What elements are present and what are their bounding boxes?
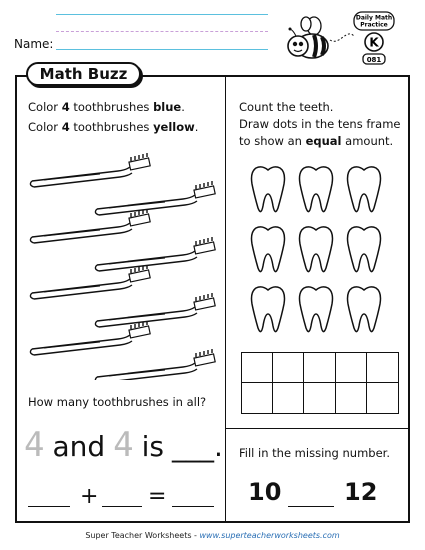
toothbrush-3[interactable] — [30, 209, 150, 243]
equal-end: amount. — [341, 134, 394, 148]
toothbrush-6[interactable] — [95, 293, 215, 327]
word-and: and — [52, 430, 106, 463]
word-is: is — [141, 430, 165, 463]
instruction-count: Count the teeth. — [239, 100, 334, 114]
equal-pre: to show an — [239, 134, 306, 148]
instruction2-color: yellow — [153, 120, 195, 134]
tooth-3 — [348, 167, 381, 212]
number-twelve: 12 — [344, 478, 378, 506]
title-badge — [26, 62, 141, 86]
tens-frame-cell[interactable] — [304, 353, 335, 383]
tooth-5 — [300, 227, 333, 272]
toothbrush-group — [25, 145, 220, 380]
instruction2-mid: toothbrushes — [69, 120, 154, 134]
title-text: Math Buzz — [39, 65, 128, 83]
footer-url[interactable]: www.superteacherworksheets.com — [199, 531, 340, 540]
instruction-yellow — [28, 119, 198, 136]
missing-number-instruction: Fill in the missing number. — [239, 446, 390, 460]
instruction-draw: Draw dots in the tens frame — [239, 117, 401, 131]
toothbrush-1[interactable] — [30, 153, 150, 187]
name-field-line[interactable] — [56, 49, 268, 50]
blank-sum[interactable] — [172, 506, 214, 507]
teeth-grid — [248, 162, 398, 342]
tens-frame-cell[interactable] — [273, 383, 304, 413]
tens-frame-cell[interactable] — [367, 353, 398, 383]
tens-frame-cell[interactable] — [304, 383, 335, 413]
tooth-2 — [300, 167, 333, 212]
tens-frame-cell[interactable] — [273, 353, 304, 383]
tens-frame — [241, 352, 399, 414]
badge-line2: Practice — [360, 21, 388, 29]
tens-frame-cell[interactable] — [336, 383, 367, 413]
tooth-1 — [252, 167, 285, 212]
instruction-equal — [239, 133, 400, 150]
blank-addend-1[interactable] — [28, 506, 70, 507]
instruction1-mid: toothbrushes — [69, 100, 154, 114]
equals-sign: = — [148, 484, 167, 509]
toothbrush-2[interactable] — [95, 181, 215, 215]
toothbrush-5[interactable] — [30, 265, 150, 299]
missing-number-blank[interactable] — [288, 506, 334, 507]
toothbrush-7[interactable] — [30, 321, 150, 355]
instruction1-pre: Color — [28, 100, 62, 114]
tens-frame-cell[interactable] — [367, 383, 398, 413]
instruction2-number: 4 — [61, 120, 70, 134]
name-label: Name: — [14, 37, 54, 51]
question-text: How many toothbrushes in all? — [28, 395, 207, 409]
tooth-8 — [300, 287, 333, 332]
instruction1-number: 4 — [61, 100, 70, 114]
instruction1-end: . — [181, 100, 185, 114]
right-section-divider — [226, 428, 409, 429]
instruction1-color: blue — [153, 100, 182, 114]
tooth-7 — [252, 287, 285, 332]
instruction2-pre: Color — [28, 120, 62, 134]
worksheet-number: 081 — [366, 55, 382, 64]
tens-frame-cell[interactable] — [242, 383, 273, 413]
sentence-row — [24, 425, 223, 465]
number-ten: 10 — [248, 478, 282, 506]
bee-badge-logo — [284, 6, 414, 68]
footer — [0, 531, 425, 540]
column-divider — [225, 75, 226, 523]
badge-line1: Daily Math — [355, 14, 393, 22]
toothbrush-8[interactable] — [95, 349, 215, 380]
tooth-4 — [252, 227, 285, 272]
toothbrush-4[interactable] — [95, 237, 215, 271]
equation-row — [28, 484, 218, 510]
name-dashed-line — [56, 31, 268, 32]
equal-bold: equal — [305, 134, 342, 148]
plus-sign: + — [80, 484, 99, 509]
name-top-line — [56, 14, 268, 15]
grade-letter: K — [369, 35, 379, 50]
tooth-9 — [348, 287, 381, 332]
blank-addend-2[interactable] — [102, 506, 142, 507]
missing-number-row — [248, 478, 398, 512]
teeth-instructions — [239, 99, 400, 150]
tens-frame-cell[interactable] — [336, 353, 367, 383]
instruction-blue — [28, 99, 185, 116]
traced-number-1: 4 — [24, 425, 45, 465]
instruction2-end: . — [194, 120, 199, 134]
tens-frame-cell[interactable] — [242, 353, 273, 383]
answer-blank[interactable]: ___. — [172, 430, 223, 463]
tooth-6 — [348, 227, 381, 272]
footer-text: Super Teacher Worksheets - — [85, 531, 200, 540]
traced-number-2: 4 — [113, 425, 134, 465]
